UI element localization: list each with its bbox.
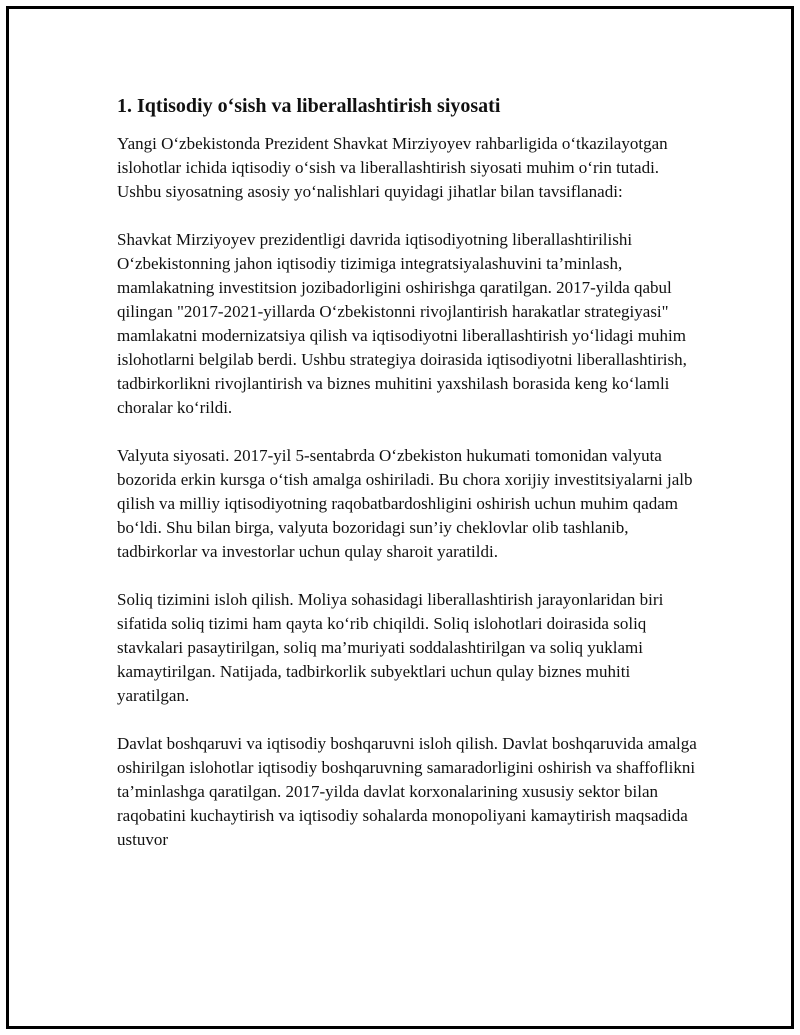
paragraph-governance-reform: Davlat boshqaruvi va iqtisodiy boshqaruvni isloh qilish. Davlat boshqaruvida amalga oshirilgan islohotlar iqtisodiy boshqaruvning samaradorligini oshirish va shaffoflikni ta’minlashga qaratilgan. 2017-yilda davlat korxonalarining xususiy sektor bilan raqobatini kuchaytirish va iqtisodiy sohalarda monopoliyani kamaytirish maqsadida ustuvor (117, 734, 697, 849)
paragraph-tax-reform: Soliq tizimini isloh qilish. Moliya sohasidagi liberallashtirish jarayonlaridan biri sifatida soliq tizimi ham qayta ko‘rib chiqildi. Soliq islohotlari doirasida soliq stavkalari pasaytirilgan, soliq ma’muriyati soddalashtirilgan va soliq yuklami kamaytirilgan. Natijada, tadbirkorlik subyektlari uchun qulay biznes muhiti yaratilgan. (117, 590, 664, 705)
paragraph-liberalization: Shavkat Mirziyoyev prezidentligi davrida iqtisodiyotning liberallashtirilishi O‘zbekistonning jahon iqtisodiy tizimiga integratsiyalashuvini ta’minlash, mamlakatning investitsion jozibadorligini oshirishga qaratilgan. 2017-yilda qabul qilingan "2017-2021-yillarda O‘zbekistonni rivojlantirish harakatlar strategiyasi" mamlakatni modernizatsiya qilish va iqtisodiyotni liberallashtirish yo‘lidagi muhim islohotlarni belgilab berdi. Ushbu strategiya doirasida iqtisodiyotni liberallashtirish, tadbirkorlikni rivojlantirish va biznes muhitini yaxshilash borasida keng ko‘lamli choralar ko‘rildi. (117, 230, 687, 417)
paragraph-currency-policy: Valyuta siyosati. 2017-yil 5-sentabrda O‘zbekiston hukumati tomonidan valyuta bozorida erkin kursga o‘tish amalga oshiriladi. Bu chora xorijiy investitsiyalarni jalb qilish va milliy iqtisodiyotning raqobatbardoshligini oshirish uchun muhim qadam bo‘ldi. Shu bilan birga, valyuta bozoridagi sun’iy cheklovlar olib tashlanib, tadbirkorlar va investorlar uchun qulay sharoit yaratildi. (117, 446, 693, 561)
paragraph-intro: Yangi O‘zbekistonda Prezident Shavkat Mirziyoyev rahbarligida o‘tkazilayotgan islohotlar ichida iqtisodiy o‘sish va liberallashtirish siyosati muhim o‘rin tutadi. Ushbu siyosatning asosiy yo‘nalishlari quyidagi jihatlar bilan tavsiflanadi: (117, 134, 668, 201)
section-heading: 1. Iqtisodiy o‘sish va liberallashtirish siyosati (117, 95, 501, 117)
document-body (117, 92, 697, 876)
